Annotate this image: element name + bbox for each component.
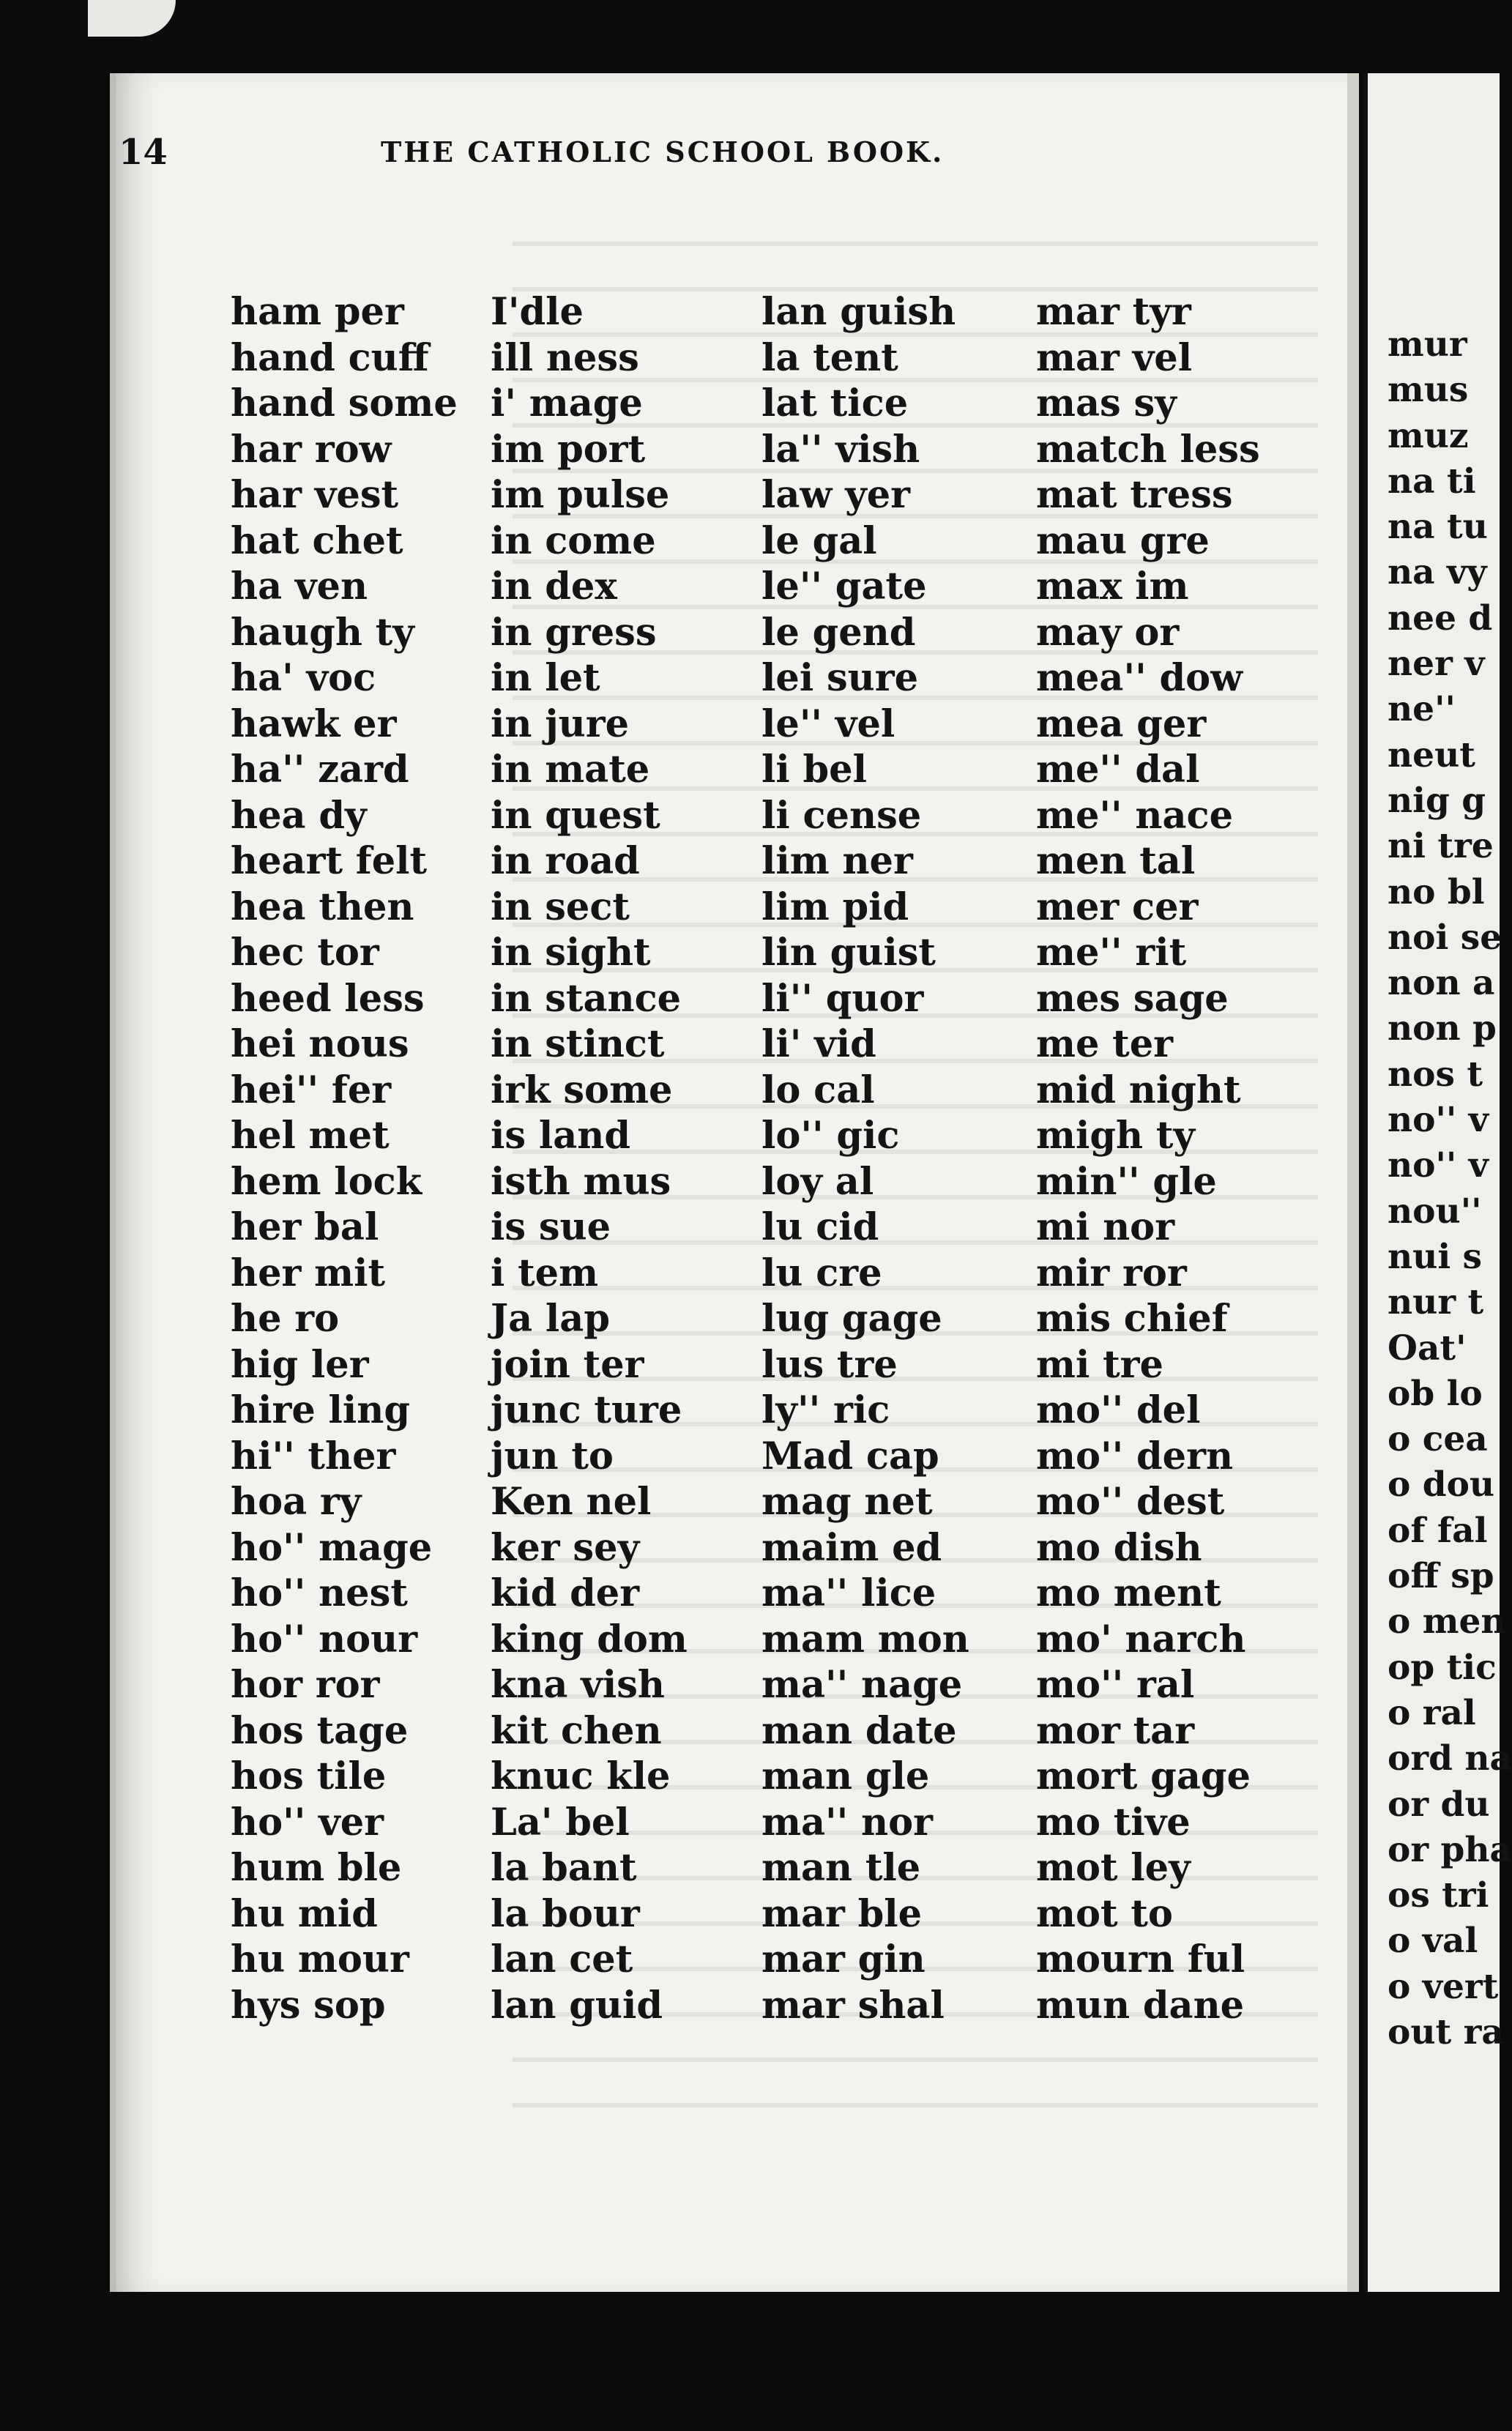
syllabified-word: mea'' dow: [1036, 656, 1243, 700]
syllabified-word: jun to: [491, 1434, 614, 1478]
syllabified-word: ma'' lice: [761, 1571, 936, 1615]
syllabified-word: mea ger: [1036, 701, 1207, 746]
syllabified-word: min'' gle: [1036, 1159, 1217, 1204]
syllabified-word: im pulse: [491, 473, 670, 517]
syllabified-word: hoa ry: [231, 1480, 362, 1524]
syllabified-word: i tem: [491, 1251, 599, 1295]
syllabified-word: la'' vish: [761, 427, 920, 472]
syllabified-word: mid night: [1036, 1068, 1241, 1112]
syllabified-word: hand some: [231, 381, 458, 425]
syllabified-word: mar tyr: [1036, 290, 1191, 334]
syllabified-word: mis chief: [1036, 1297, 1228, 1341]
syllabified-word: hand cuff: [231, 335, 429, 380]
syllabified-word: le'' gate: [761, 565, 927, 608]
syllabified-word: lei sure: [761, 656, 919, 700]
syllabified-word: ha ven: [231, 565, 368, 608]
facing-page-word: nui s: [1388, 1236, 1483, 1277]
syllabified-word: mo tive: [1036, 1800, 1191, 1844]
facing-page-word: muz: [1388, 415, 1469, 456]
syllabified-word: in sight: [491, 931, 651, 975]
syllabified-word: kit chen: [491, 1708, 662, 1753]
syllabified-word: may or: [1036, 610, 1180, 655]
syllabified-word: in stance: [491, 976, 682, 1021]
syllabified-word: ly'' ric: [761, 1388, 890, 1432]
facing-page-word: no'' v: [1388, 1145, 1489, 1186]
facing-page-word: mus: [1388, 370, 1469, 411]
facing-page-word: o ral: [1388, 1692, 1476, 1733]
syllabified-word: Mad cap: [761, 1434, 939, 1478]
syllabified-word: mi nor: [1036, 1205, 1175, 1249]
facing-page-word: or pha: [1388, 1829, 1512, 1870]
syllabified-word: mo dish: [1036, 1525, 1202, 1570]
syllabified-word: mot to: [1036, 1891, 1173, 1936]
word-column-2: [491, 289, 783, 2028]
facing-page-word: os tri: [1388, 1875, 1489, 1916]
syllabified-word: ho'' nour: [231, 1617, 418, 1661]
syllabified-word: he ro: [231, 1297, 340, 1341]
syllabified-word: ha' voc: [231, 656, 376, 700]
facing-page-word: or du: [1388, 1784, 1490, 1825]
syllabified-word: hel met: [231, 1114, 390, 1158]
syllabified-word: La' bel: [491, 1800, 630, 1844]
syllabified-word: lat tice: [761, 381, 909, 425]
syllabified-word: hu mid: [231, 1891, 378, 1936]
syllabified-word: mourn ful: [1036, 1937, 1245, 1981]
word-column-4: [1036, 289, 1329, 2028]
syllabified-word: li bel: [761, 748, 867, 792]
facing-page-word: na tu: [1388, 507, 1488, 548]
syllabified-word: im port: [491, 427, 646, 472]
syllabified-word: hire ling: [231, 1388, 411, 1432]
syllabified-word: her mit: [231, 1251, 386, 1295]
facing-page-word: ord na: [1388, 1738, 1512, 1779]
syllabified-word: mot ley: [1036, 1846, 1191, 1890]
syllabified-word: me ter: [1036, 1022, 1174, 1066]
syllabified-word: lus tre: [761, 1342, 898, 1387]
facing-page-word: ner v: [1388, 644, 1485, 685]
running-title: THE CATHOLIC SCHOOL BOOK.: [381, 135, 945, 168]
facing-page-word: Oat': [1388, 1328, 1467, 1369]
facing-page-word-column: [1388, 322, 1512, 2055]
facing-page-word: no bl: [1388, 871, 1485, 912]
syllabified-word: hat chet: [231, 518, 403, 563]
syllabified-word: irk some: [491, 1068, 673, 1112]
syllabified-word: ho'' mage: [231, 1525, 433, 1570]
facing-page-word: na vy: [1388, 552, 1487, 593]
facing-page-word: no'' v: [1388, 1100, 1489, 1141]
syllabified-word: mar vel: [1036, 335, 1193, 380]
syllabified-word: lin guist: [761, 931, 936, 975]
syllabified-word: heart felt: [231, 839, 428, 883]
syllabified-word: kna vish: [491, 1663, 666, 1707]
syllabified-word: loy al: [761, 1159, 874, 1204]
syllabified-word: hig ler: [231, 1342, 369, 1387]
syllabified-word: join ter: [491, 1342, 644, 1387]
syllabified-word: hea then: [231, 885, 414, 929]
syllabified-word: king dom: [491, 1617, 688, 1661]
syllabified-word: li cense: [761, 793, 922, 838]
facing-page-word: nee d: [1388, 597, 1493, 639]
syllabified-word: in quest: [491, 793, 660, 838]
syllabified-word: mer cer: [1036, 885, 1199, 929]
syllabified-word: Ja lap: [491, 1297, 611, 1341]
syllabified-word: hum ble: [231, 1846, 402, 1890]
syllabified-word: hea dy: [231, 793, 367, 838]
syllabified-word: man tle: [761, 1846, 921, 1890]
facing-page-word: nos t: [1388, 1054, 1483, 1095]
syllabified-word: lug gage: [761, 1297, 942, 1341]
syllabified-word: hor ror: [231, 1663, 380, 1707]
syllabified-word: ham per: [231, 290, 404, 334]
syllabified-word: mo ment: [1036, 1571, 1221, 1615]
syllabified-word: law yer: [761, 473, 911, 517]
syllabified-word: lan guid: [491, 1983, 663, 2028]
syllabified-word: la bour: [491, 1891, 640, 1936]
syllabified-word: is sue: [491, 1205, 611, 1249]
facing-page-word: mur: [1388, 324, 1467, 365]
syllabified-word: in dex: [491, 565, 617, 608]
syllabified-word: in stinct: [491, 1022, 665, 1066]
syllabified-word: mo'' ral: [1036, 1663, 1195, 1707]
syllabified-word: hec tor: [231, 931, 379, 975]
facing-page-word: neut: [1388, 734, 1475, 775]
facing-page-word: na ti: [1388, 461, 1476, 502]
syllabified-word: mi tre: [1036, 1342, 1163, 1387]
syllabified-word: mo'' dest: [1036, 1480, 1225, 1524]
syllabified-word: Ken nel: [491, 1480, 652, 1524]
syllabified-word: mir ror: [1036, 1251, 1187, 1295]
syllabified-word: mo'' dern: [1036, 1434, 1234, 1478]
syllabified-word: in gress: [491, 610, 657, 655]
syllabified-word: man date: [761, 1708, 957, 1753]
facing-page-word: of fal: [1388, 1510, 1488, 1551]
syllabified-word: hei nous: [231, 1022, 409, 1066]
syllabified-word: har vest: [231, 473, 399, 517]
facing-page-word: nig g: [1388, 780, 1486, 821]
syllabified-word: man gle: [761, 1754, 930, 1798]
torn-corner: [88, 0, 176, 37]
syllabified-word: in sect: [491, 885, 630, 929]
syllabified-word: junc ture: [491, 1388, 682, 1432]
syllabified-word: lu cid: [761, 1205, 879, 1249]
syllabified-word: mun dane: [1036, 1983, 1245, 2028]
syllabified-word: in come: [491, 518, 656, 563]
word-column-1: [231, 289, 524, 2028]
syllabified-word: mar gin: [761, 1937, 926, 1981]
syllabified-word: hos tage: [231, 1708, 409, 1753]
syllabified-word: ma'' nor: [761, 1800, 933, 1844]
syllabified-word: kid der: [491, 1571, 640, 1615]
syllabified-word: mag net: [761, 1480, 933, 1524]
syllabified-word: la tent: [761, 335, 898, 380]
syllabified-word: heed less: [231, 976, 425, 1021]
facing-page-word: o dou: [1388, 1464, 1495, 1505]
syllabified-word: isth mus: [491, 1159, 671, 1204]
facing-page-word: o cea: [1388, 1419, 1488, 1460]
facing-page-word: o val: [1388, 1921, 1478, 1962]
syllabified-word: mort gage: [1036, 1754, 1251, 1798]
facing-page-word: op tic: [1388, 1647, 1497, 1688]
syllabified-word: ill ness: [491, 335, 639, 380]
facing-page-word: o men: [1388, 1601, 1506, 1642]
syllabified-word: in jure: [491, 701, 630, 746]
syllabified-word: li'' quor: [761, 976, 924, 1021]
syllabified-word: mar ble: [761, 1891, 923, 1936]
facing-page-word: nou'': [1388, 1191, 1482, 1232]
syllabified-word: hem lock: [231, 1159, 422, 1204]
syllabified-word: hu mour: [231, 1937, 409, 1981]
word-column-3: [761, 289, 1054, 2028]
syllabified-word: lo cal: [761, 1068, 875, 1112]
syllabified-word: in mate: [491, 748, 650, 792]
facing-page-word: nur t: [1388, 1282, 1484, 1323]
syllabified-word: i' mage: [491, 381, 643, 425]
syllabified-word: match less: [1036, 427, 1260, 472]
syllabified-word: ker sey: [491, 1525, 640, 1570]
syllabified-word: mo' narch: [1036, 1617, 1246, 1661]
syllabified-word: le'' vel: [761, 701, 895, 746]
syllabified-word: ma'' nage: [761, 1663, 963, 1707]
facing-page-word: noi se: [1388, 917, 1502, 958]
syllabified-word: mau gre: [1036, 518, 1210, 563]
facing-page-word: non p: [1388, 1008, 1497, 1049]
page-gutter: [1347, 73, 1359, 2292]
facing-page-word: ob lo: [1388, 1373, 1483, 1414]
facing-page-word: out ra: [1388, 2011, 1504, 2052]
syllabified-word: mor tar: [1036, 1708, 1195, 1753]
syllabified-word: hi'' ther: [231, 1434, 396, 1478]
syllabified-word: lo'' gic: [761, 1114, 900, 1158]
syllabified-word: hys sop: [231, 1983, 386, 2028]
syllabified-word: hawk er: [231, 701, 397, 746]
syllabified-word: in let: [491, 656, 600, 700]
syllabified-word: lan cet: [491, 1937, 633, 1981]
syllabified-word: mas sy: [1036, 381, 1177, 425]
syllabified-word: haugh ty: [231, 610, 414, 655]
syllabified-word: me'' dal: [1036, 748, 1200, 792]
facing-page-word: ne'': [1388, 689, 1456, 730]
syllabified-word: mar shal: [761, 1983, 945, 2028]
facing-page-word: ni tre: [1388, 826, 1494, 867]
syllabified-word: her bal: [231, 1205, 379, 1249]
syllabified-word: har row: [231, 427, 392, 472]
facing-page-word: o vert: [1388, 1966, 1499, 2007]
syllabified-word: lan guish: [761, 290, 956, 334]
syllabified-word: la bant: [491, 1846, 637, 1890]
syllabified-word: mo'' del: [1036, 1388, 1201, 1432]
syllabified-word: hos tile: [231, 1754, 387, 1798]
syllabified-word: me'' rit: [1036, 931, 1187, 975]
syllabified-word: in road: [491, 839, 640, 883]
syllabified-word: le gend: [761, 610, 916, 655]
syllabified-word: hei'' fer: [231, 1068, 392, 1112]
syllabified-word: knuc kle: [491, 1754, 671, 1798]
syllabified-word: mat tress: [1036, 473, 1233, 517]
syllabified-word: mam mon: [761, 1617, 969, 1661]
syllabified-word: me'' nace: [1036, 793, 1234, 838]
syllabified-word: ha'' zard: [231, 748, 409, 792]
syllabified-word: men tal: [1036, 839, 1196, 883]
syllabified-word: lu cre: [761, 1251, 882, 1295]
syllabified-word: I'dle: [491, 290, 584, 334]
facing-page-word: non a: [1388, 963, 1495, 1004]
syllabified-word: maim ed: [761, 1525, 942, 1570]
syllabified-word: le gal: [761, 518, 877, 563]
syllabified-word: migh ty: [1036, 1114, 1196, 1158]
syllabified-word: ho'' ver: [231, 1800, 384, 1844]
page-number: 14: [119, 132, 168, 173]
syllabified-word: li' vid: [761, 1022, 876, 1066]
facing-page-word: off sp: [1388, 1556, 1494, 1597]
syllabified-word: lim ner: [761, 839, 913, 883]
syllabified-word: ho'' nest: [231, 1571, 408, 1615]
syllabified-word: lim pid: [761, 885, 909, 929]
syllabified-word: mes sage: [1036, 976, 1229, 1021]
syllabified-word: max im: [1036, 565, 1189, 608]
syllabified-word: is land: [491, 1114, 631, 1158]
